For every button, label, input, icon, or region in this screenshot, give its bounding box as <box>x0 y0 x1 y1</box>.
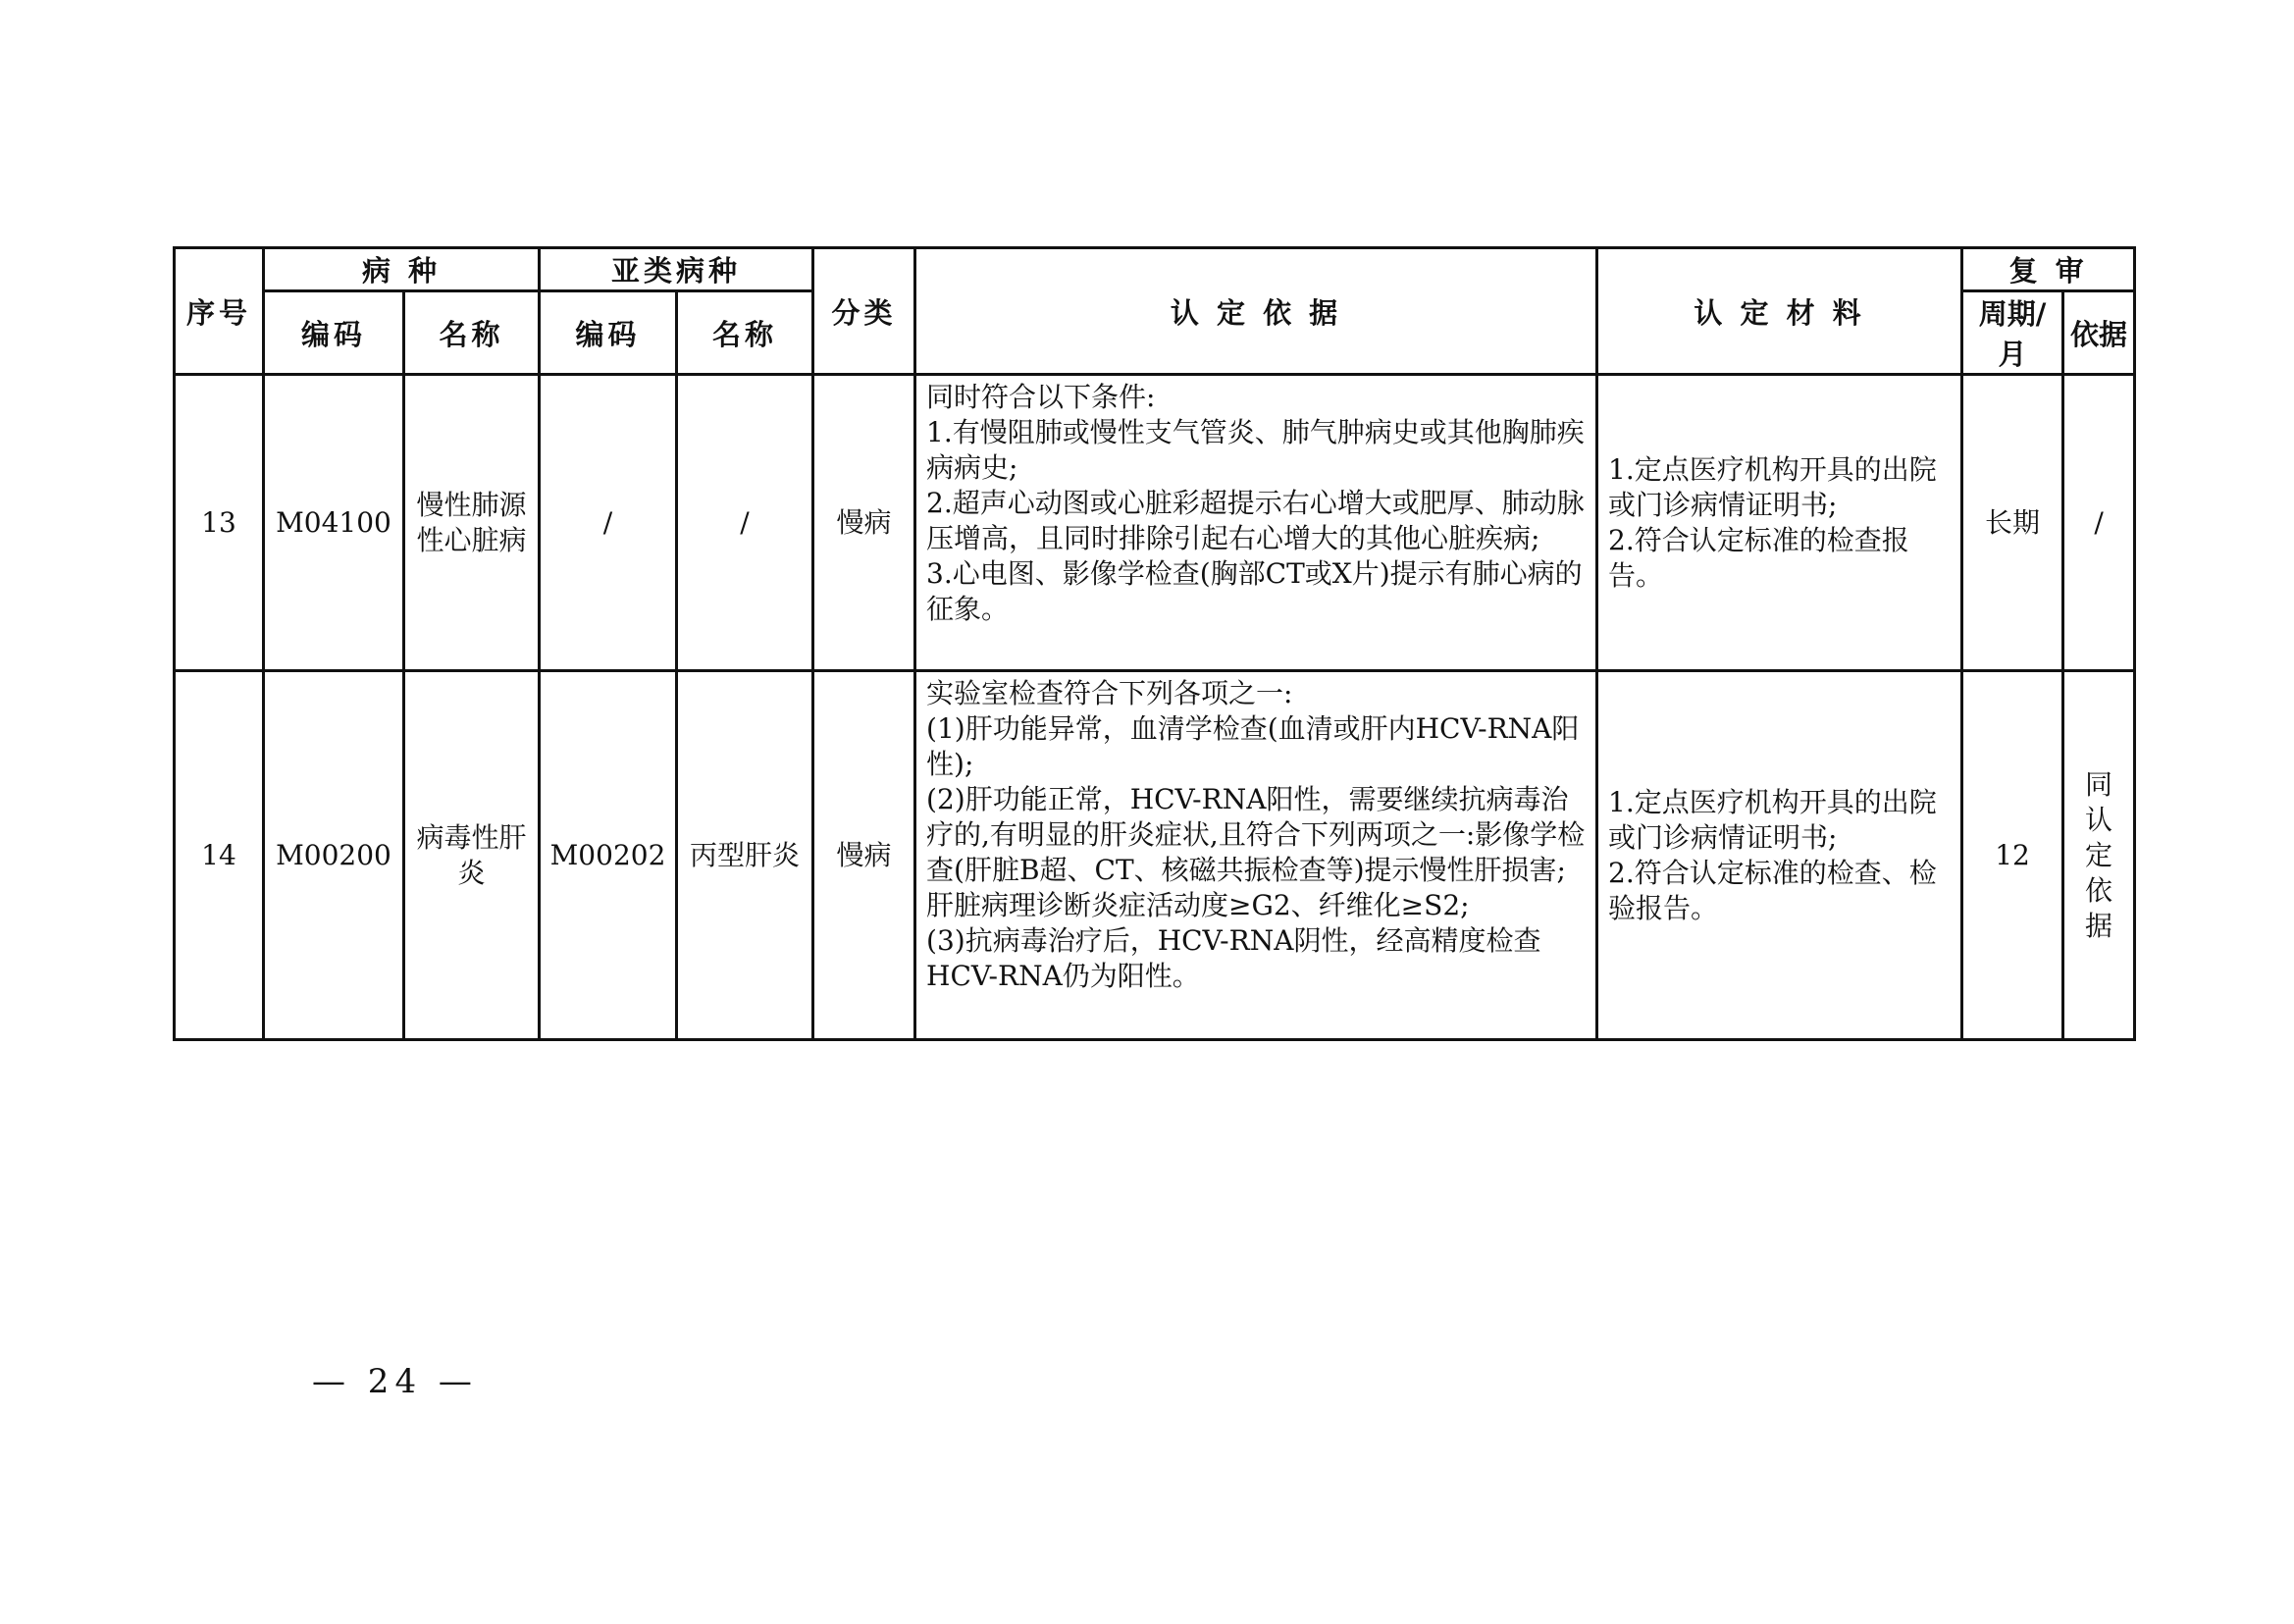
header-review-basis: 依据 <box>2063 291 2135 375</box>
disease-criteria-table <box>173 246 2136 1041</box>
row-sub-name: 丙型肝炎 <box>677 671 813 1040</box>
header-no: 序号 <box>175 248 264 375</box>
row-sub-name: / <box>677 375 813 671</box>
header-review: 复 审 <box>1962 248 2135 291</box>
row-disease-name: 慢性肺源性心脏病 <box>404 375 540 671</box>
row-category: 慢病 <box>813 671 915 1040</box>
header-materials: 认 定 材 料 <box>1597 248 1962 375</box>
table-row <box>175 671 2135 1040</box>
header-category: 分类 <box>813 248 915 375</box>
header-disease-name: 名称 <box>404 291 540 375</box>
row-sub-code: M00202 <box>540 671 677 1040</box>
row-disease-name: 病毒性肝炎 <box>404 671 540 1040</box>
row-disease-code: M04100 <box>264 375 404 671</box>
header-basis: 认 定 依 据 <box>915 248 1597 375</box>
header-disease-code: 编码 <box>264 291 404 375</box>
row-basis: 同时符合以下条件: 1.有慢阻肺或慢性支气管炎、肺气肿病史或其他胸肺疾病病史; 2.超声心动图或心脏彩超提示右心增大或肥厚、肺动脉压增高，且同时排除引起右心增大的其他心脏疾病; 3.心电图、影像学检查(胸部CT或X片)提示有肺心病的征象。 <box>915 375 1597 671</box>
page-number: — 24 — <box>312 1362 478 1401</box>
row-no: 14 <box>175 671 264 1040</box>
header-sub-code: 编码 <box>540 291 677 375</box>
row-materials: 1.定点医疗机构开具的出院或门诊病情证明书; 2.符合认定标准的检查、检验报告。 <box>1597 671 1962 1040</box>
row-review-period: 长期 <box>1962 375 2063 671</box>
header-disease: 病 种 <box>264 248 540 291</box>
header-sub-disease: 亚类病种 <box>540 248 813 291</box>
row-disease-code: M00200 <box>264 671 404 1040</box>
row-no: 13 <box>175 375 264 671</box>
row-review-basis: / <box>2063 375 2135 671</box>
row-materials: 1.定点医疗机构开具的出院或门诊病情证明书; 2.符合认定标准的检查报告。 <box>1597 375 1962 671</box>
header-review-period: 周期/月 <box>1962 291 2063 375</box>
table-row <box>175 375 2135 671</box>
row-category: 慢病 <box>813 375 915 671</box>
header-sub-name: 名称 <box>677 291 813 375</box>
row-review-period: 12 <box>1962 671 2063 1040</box>
row-review-basis: 同 认 定 依 据 <box>2063 671 2135 1040</box>
row-sub-code: / <box>540 375 677 671</box>
row-basis: 实验室检查符合下列各项之一: (1)肝功能异常，血清学检查(血清或肝内HCV-RNA阳性); (2)肝功能正常，HCV-RNA阳性，需要继续抗病毒治疗的,有明显的肝炎症状,且符合下列两项之一:影像学检查(肝脏B超、CT、核磁共振检查等)提示慢性肝损害;肝脏病理诊断炎症活动度≥G2、纤维化≥S2; (3)抗病毒治疗后，HCV-RNA阴性，经高精度检查HCV-RNA仍为阳性。 <box>915 671 1597 1040</box>
table-header <box>175 248 2135 375</box>
